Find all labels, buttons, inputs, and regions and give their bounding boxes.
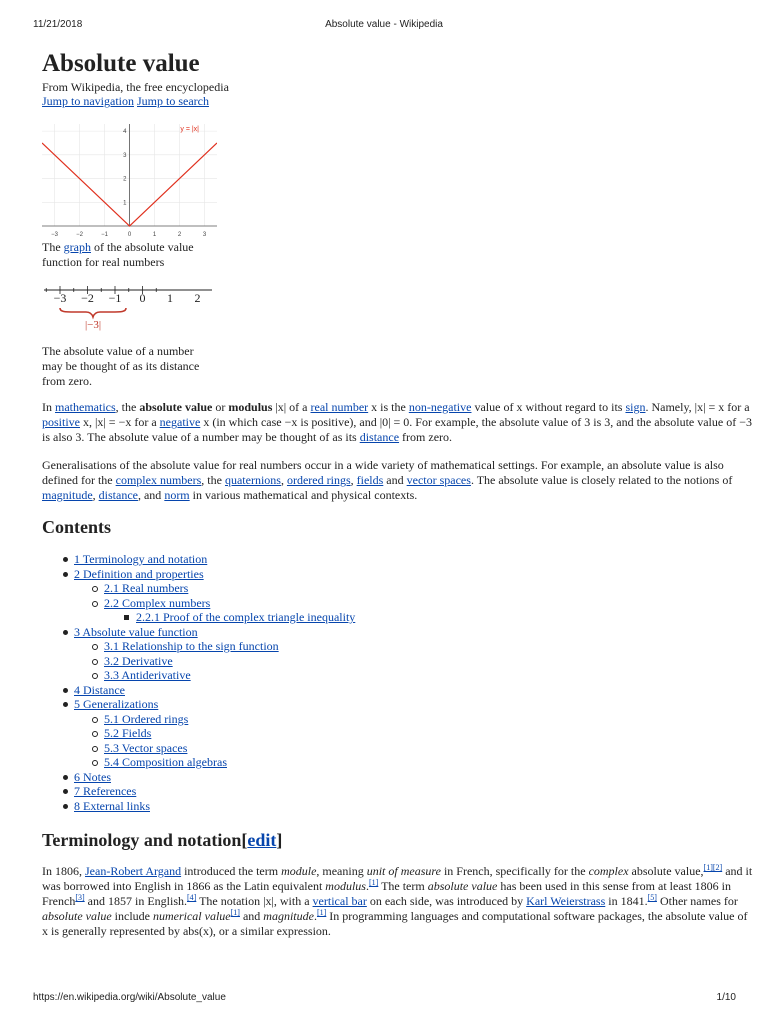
- toc-item: [42, 726, 754, 741]
- print-url: https://en.wikipedia.org/wiki/Absolute_value: [33, 992, 226, 1003]
- graph-link[interactable]: graph: [63, 240, 91, 254]
- citation-1[interactable]: [1]: [368, 878, 379, 887]
- bullet-icon: [92, 601, 98, 607]
- citation-5[interactable]: [5]: [647, 893, 657, 902]
- print-date: 11/21/2018: [33, 19, 83, 30]
- toc-link[interactable]: 2.2 Complex numbers: [104, 595, 211, 610]
- x-tick-label: −1: [101, 232, 108, 238]
- citation-1b[interactable]: [1]: [230, 908, 240, 917]
- link-magnitude[interactable]: magnitude: [42, 488, 93, 502]
- x-tick-label: 2: [177, 232, 182, 238]
- jump-to-navigation-link[interactable]: Jump to navigation: [42, 94, 134, 108]
- number-line-label: −3: [53, 291, 67, 305]
- number-line-label: −2: [81, 291, 94, 305]
- bullet-icon: [124, 615, 129, 620]
- print-footer: [0, 992, 768, 1024]
- bullet-icon: [63, 688, 68, 693]
- number-line-label: −1: [108, 291, 122, 305]
- bullet-icon: [92, 760, 98, 766]
- toc-item: [42, 668, 754, 683]
- number-line-label: 1: [167, 291, 173, 305]
- link-sign[interactable]: sign: [625, 400, 646, 414]
- toc-item: [42, 697, 754, 712]
- toc-link[interactable]: 5.3 Vector spaces: [104, 740, 188, 755]
- toc-item: [42, 596, 754, 611]
- toc-item: [42, 799, 754, 814]
- bullet-icon: [63, 557, 68, 562]
- link-quaternions[interactable]: quaternions: [224, 473, 281, 487]
- link-fields[interactable]: fields: [356, 473, 384, 487]
- toc-link[interactable]: 7 References: [74, 784, 137, 798]
- x-tick-label: −2: [76, 232, 83, 238]
- print-title: Absolute value - Wikipedia: [325, 19, 443, 30]
- toc-link[interactable]: 4 Distance: [74, 682, 125, 697]
- number-line-caption: The absolute value of a number may be thought of as its distance from zero.: [42, 344, 200, 388]
- section-heading-terminology: Terminology and notation[edit]: [42, 830, 283, 850]
- toc-link[interactable]: 8 External links: [74, 798, 150, 813]
- citation-1c[interactable]: [1]: [316, 908, 327, 917]
- graph-svg: [42, 124, 217, 238]
- jump-to-search-link[interactable]: Jump to search: [137, 94, 209, 108]
- link-non-negative[interactable]: non-negative: [408, 400, 472, 414]
- terminology-paragraph: In 1806, Jean-Robert Argand introduced the term module, meaning unit of measure in French, specifically for the complex absolute value,[1][2] and it was borrowed into English in 1866 as the Latin equivalent modulus.[1] The term absolute value has been used in this sense from at least 1806 in French[3] and 1857 in English.[4] The notation |x|, with a vertical bar on each side, was introduced by Karl Weierstrass in 1841.[5] Other names for absolute value include numerical value[1] and magnitude.[1] In programming languages and computational software packages, the absolute value of x is generally represented by abs(x), or a similar expression.: [42, 863, 753, 938]
- intro-paragraph-1: In mathematics, the absolute value or modulus |x| of a real number x is the non-negative value of x without regard to its sign. Namely, |x| = x for a positive x, |x| = −x for a negative x (in which case −x is positive), and |0| = 0. For example, the absolute value of 3 is 3, and the absolute value of −3 is also 3. The absolute value of a number may be thought of as its distance from zero.: [42, 400, 752, 444]
- y-tick-label: 2: [123, 176, 127, 183]
- toc-link[interactable]: 3 Absolute value function: [74, 624, 198, 639]
- link-mathematics[interactable]: mathematics: [55, 400, 116, 414]
- absolute-value-graph: [42, 124, 217, 238]
- toc-list: [42, 552, 754, 813]
- toc-item: [42, 784, 754, 799]
- y-tick-label: 3: [123, 152, 127, 159]
- x-tick-label: −3: [51, 232, 58, 238]
- toc-item: [42, 639, 754, 654]
- link-distance-2[interactable]: distance: [98, 488, 138, 502]
- toc-link[interactable]: 2.2.1 Proof of the complex triangle inequality: [136, 610, 356, 624]
- link-weierstrass[interactable]: Karl Weierstrass: [526, 894, 606, 908]
- toc-link[interactable]: 3.2 Derivative: [104, 653, 173, 668]
- bullet-icon: [63, 775, 68, 780]
- link-norm[interactable]: norm: [164, 488, 190, 502]
- bullet-icon: [92, 644, 98, 650]
- toc-item: [42, 712, 754, 727]
- number-line-label: 0: [139, 291, 146, 305]
- x-tick-label: 3: [202, 232, 207, 238]
- distance-brace: [60, 308, 126, 317]
- tagline: From Wikipedia, the free encyclopedia: [42, 80, 229, 94]
- page-title: Absolute value: [42, 50, 200, 77]
- toc-link[interactable]: 5.2 Fields: [104, 726, 152, 740]
- toc-item: [42, 741, 754, 756]
- toc-item: [42, 610, 754, 625]
- toc-link[interactable]: 2 Definition and properties: [74, 566, 204, 581]
- link-distance[interactable]: distance: [359, 430, 400, 444]
- table-of-contents: [42, 552, 754, 813]
- number-line-figure: [42, 282, 222, 332]
- number-line-label: 2: [194, 291, 201, 305]
- toc-item: [42, 581, 754, 596]
- toc-link[interactable]: 3.3 Antiderivative: [104, 668, 191, 682]
- jump-links: [42, 94, 754, 109]
- x-tick-label: 1: [152, 232, 157, 238]
- y-tick-label: 4: [123, 129, 127, 136]
- link-real-number[interactable]: real number: [310, 400, 369, 414]
- bullet-icon: [63, 702, 68, 707]
- graph-caption: The graph of the absolute value function for real numbers: [42, 240, 194, 269]
- x-tick-label: 0: [127, 232, 132, 238]
- toc-link[interactable]: 3.1 Relationship to the sign function: [104, 639, 279, 653]
- bullet-icon: [63, 630, 68, 635]
- distance-label: |−3|: [84, 319, 102, 331]
- toc-item: [42, 654, 754, 669]
- y-tick-label: 1: [123, 200, 127, 207]
- citation-3[interactable]: [3]: [75, 893, 85, 902]
- bullet-icon: [92, 659, 98, 665]
- link-argand[interactable]: Jean-Robert Argand: [85, 864, 182, 878]
- bullet-icon: [92, 673, 98, 679]
- contents-heading: Contents: [42, 517, 112, 537]
- bullet-icon: [92, 717, 98, 723]
- toc-link[interactable]: 5.4 Composition algebras: [104, 755, 227, 769]
- bullet-icon: [92, 586, 98, 592]
- print-page-number: 1/10: [716, 992, 736, 1003]
- link-vertical-bar[interactable]: vertical bar: [312, 894, 367, 908]
- bullet-icon: [63, 789, 68, 794]
- edit-link[interactable]: edit: [247, 830, 277, 850]
- link-complex-numbers[interactable]: complex numbers: [115, 473, 202, 487]
- article-body: [42, 400, 754, 952]
- bullet-icon: [63, 804, 68, 809]
- link-positive[interactable]: positive: [42, 415, 80, 429]
- toc-item: [42, 755, 754, 770]
- toc-link[interactable]: 5 Generalizations: [74, 697, 159, 711]
- link-negative[interactable]: negative: [159, 415, 201, 429]
- bullet-icon: [92, 746, 98, 752]
- link-vector-spaces[interactable]: vector spaces: [406, 473, 471, 487]
- bullet-icon: [92, 731, 98, 737]
- toc-item: [42, 770, 754, 785]
- intro-paragraph-2: Generalisations of the absolute value for real numbers occur in a wide variety of mathematical settings. For example, an absolute value is also defined for the complex numbers, the quaternions, ordered rings, fields and vector spaces. The absolute value is closely related to the notions of magnitude, distance, and norm in various mathematical and physical contexts.: [42, 458, 733, 502]
- bullet-icon: [63, 572, 68, 577]
- citation-1-2[interactable]: [1][2]: [703, 863, 723, 872]
- toc-item: [42, 552, 754, 567]
- toc-link[interactable]: 6 Notes: [74, 769, 111, 784]
- toc-link[interactable]: 2.1 Real numbers: [104, 581, 189, 595]
- toc-link[interactable]: 1 Terminology and notation: [74, 552, 208, 566]
- legend-label: y = |x|: [180, 126, 199, 134]
- article-content: [42, 50, 754, 938]
- print-header: [0, 0, 768, 40]
- toc-item: [42, 625, 754, 640]
- link-ordered-rings[interactable]: ordered rings: [286, 473, 351, 487]
- number-line-svg: [42, 282, 222, 332]
- citation-4[interactable]: [4]: [186, 893, 197, 902]
- toc-item: [42, 683, 754, 698]
- toc-link[interactable]: 5.1 Ordered rings: [104, 711, 189, 726]
- toc-item: [42, 567, 754, 582]
